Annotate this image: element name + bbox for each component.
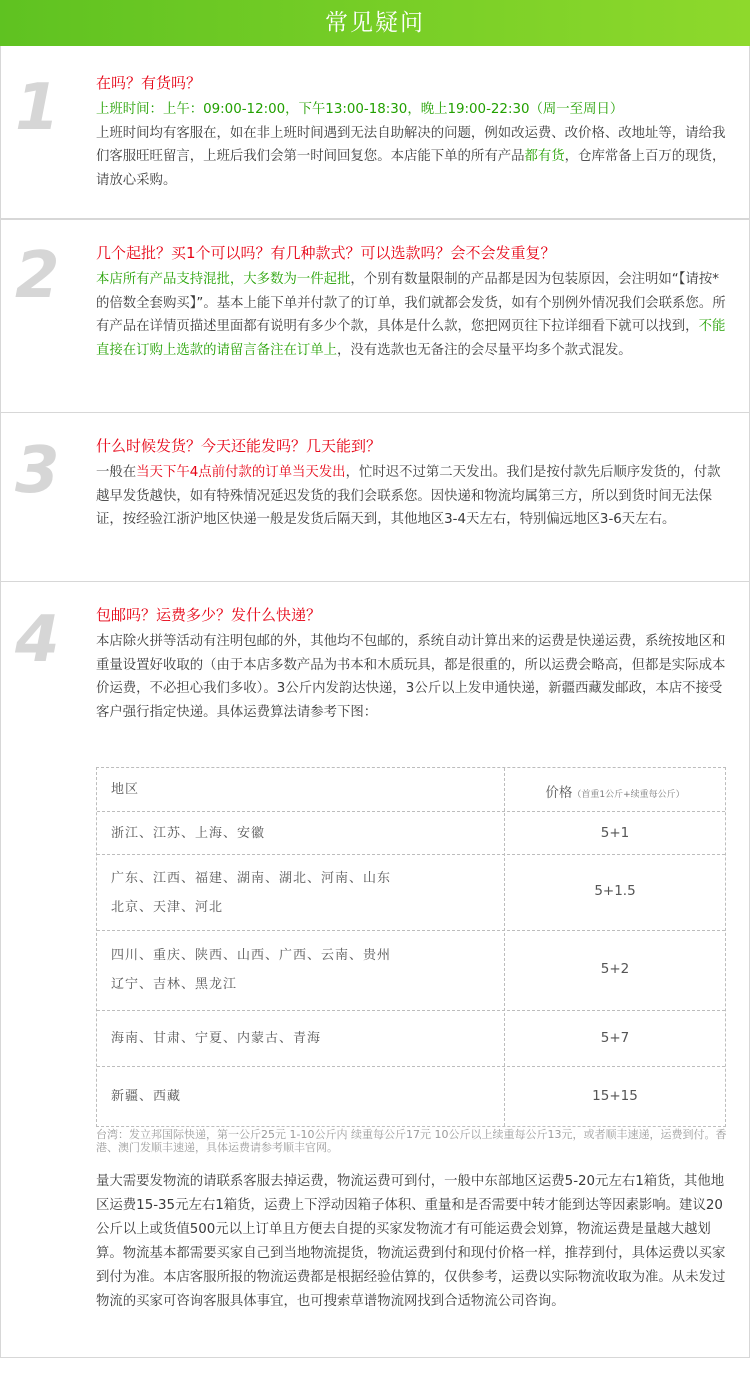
business-hours: 上班时间：上午：09:00-12:00，下午13:00-18:30，晚上19:00-22:30（周一至周日） [96, 102, 624, 117]
region-cell: 海南、甘肃、宁夏、内蒙古、青海 [111, 1031, 322, 1046]
table-header-row [97, 768, 725, 811]
taiwan-hk-note: 台湾：发立邦国际快递，第一公斤25元 1-10公斤内 续重每公斤17元 10公斤以上续重每公斤13元，或者顺丰速递，运费到付。香港、澳门发顺丰速递，具体运费请参考顺丰官网。 [96, 1128, 727, 1154]
faq-question-4: 包邮吗？运费多少？发什么快递？ [96, 606, 322, 624]
table-row [97, 930, 725, 1011]
logistics-info: 量大需要发物流的请联系客服去掉运费，物流运费可到付，一般中东部地区运费5-20元左右1箱货，其他地区运费15-35元左右1箱货，运费上下浮动因箱子体积、重量和是否需要中转才能到达等因素影响。建议20公斤以上或货值500元以上订单且方便去自提的买家发物流才有可能运费会划算，物流运费是量越大越划算。物流基本都需要买家自己到当地物流提货，物流运费到付和现付价格一样，推荐到付，具体运费以买家到付为准。本店客服所报的物流运费都是根据经验估算的，仅供参考，运费以实际物流收取为准。从未发过物流的买家可咨询客服具体事宜，也可搜索草谱物流网找到合适物流公司咨询。 [96, 1174, 726, 1309]
faq-header [0, 0, 750, 46]
faq-question-3: 什么时候发货？今天还能发吗？几天能到？ [96, 437, 382, 455]
section-number-4: 4 [15, 603, 60, 677]
table-row [97, 1066, 725, 1127]
region-cell: 北京、天津、河北 [111, 900, 224, 915]
price-cell: 5+1.5 [594, 883, 636, 899]
region-cell: 广东、江西、福建、湖南、湖北、河南、山东 [111, 871, 392, 886]
table-row [97, 1010, 725, 1067]
region-cell: 浙江、江苏、上海、安徽 [111, 826, 266, 841]
shipping-rate-table [96, 767, 726, 1127]
section-number-1: 1 [15, 71, 60, 145]
faq-answer-3: 一般在当天下午4点前付款的订单当天发出，忙时迟不过第二天发出。我们是按付款先后顺序发货的，付款越早发货越快，如有特殊情况延迟发货的我们会联系您。因快递和物流均属第三方，所以到货时间无法保证，按经验江浙沪地区快递一般是发货后隔天到，其他地区3-4天左右，特别偏远地区3-6天左右。 [96, 465, 721, 527]
region-cell: 四川、重庆、陕西、山西、广西、云南、贵州 [111, 948, 392, 963]
section-number-2: 2 [15, 239, 60, 313]
faq-answer-2: 本店所有产品支持混批，大多数为一件起批，个别有数量限制的产品都是因为包装原因，会注明如“【请按*的倍数全套购买】”。基本上能下单并付款了的订单，我们就都会发货，如有个别例外情况我们会联系您。所有产品在详情页描述里面都有说明有多少个款，具体是什么款，您把网页往下拉详细看下就可以找到，不能直接在订购上选款的请留言备注在订单上，没有选款也无备注的会尽量平均多个款式混发。 [96, 272, 726, 358]
table-row [97, 854, 725, 931]
section-number-3: 3 [15, 434, 60, 508]
faq-section-1 [0, 46, 750, 219]
header-region: 地区 [111, 782, 140, 797]
faq-section-3 [0, 412, 750, 582]
price-cell: 15+15 [592, 1088, 638, 1104]
faq-section-2 [0, 219, 750, 413]
region-cell: 新疆、西藏 [111, 1089, 182, 1104]
page-title: 常见疑问 [325, 10, 425, 36]
price-cell: 5+7 [600, 1030, 630, 1046]
faq-answer-4: 本店除火拼等活动有注明包邮的外，其他均不包邮的，系统自动计算出来的运费是快递运费，系统按地区和重量设置好收取的（由于本店多数产品为书本和木质玩具，都是很重的，所以运费会略高，但都是实际成本价运费，不必担心我们多收）。3公斤内发韵达快递，3公斤以上发申通快递，新疆西藏发邮政，本店不接受客户强行指定快递。具体运费算法请参考下图： [96, 634, 726, 720]
region-cell: 辽宁、吉林、黑龙江 [111, 977, 238, 992]
table-row [97, 811, 725, 855]
price-cell: 5+1 [600, 825, 630, 841]
faq-question-2: 几个起批？买1个可以吗？有几种款式？可以选款吗？会不会发重复？ [96, 244, 556, 262]
faq-question-1: 在吗？有货吗？ [96, 74, 202, 92]
price-cell: 5+2 [600, 961, 630, 977]
header-price: 价格（首重1公斤+续重每公斤） [545, 785, 685, 801]
faq-answer-1: 上班时间均有客服在，如在非上班时间遇到无法自助解决的问题，例如改运费、改价格、改地址等，请给我们客服旺旺留言，上班后我们会第一时间回复您。本店能下单的所有产品都有货，仓库常备上百万的现货，请放心采购。 [96, 125, 726, 188]
